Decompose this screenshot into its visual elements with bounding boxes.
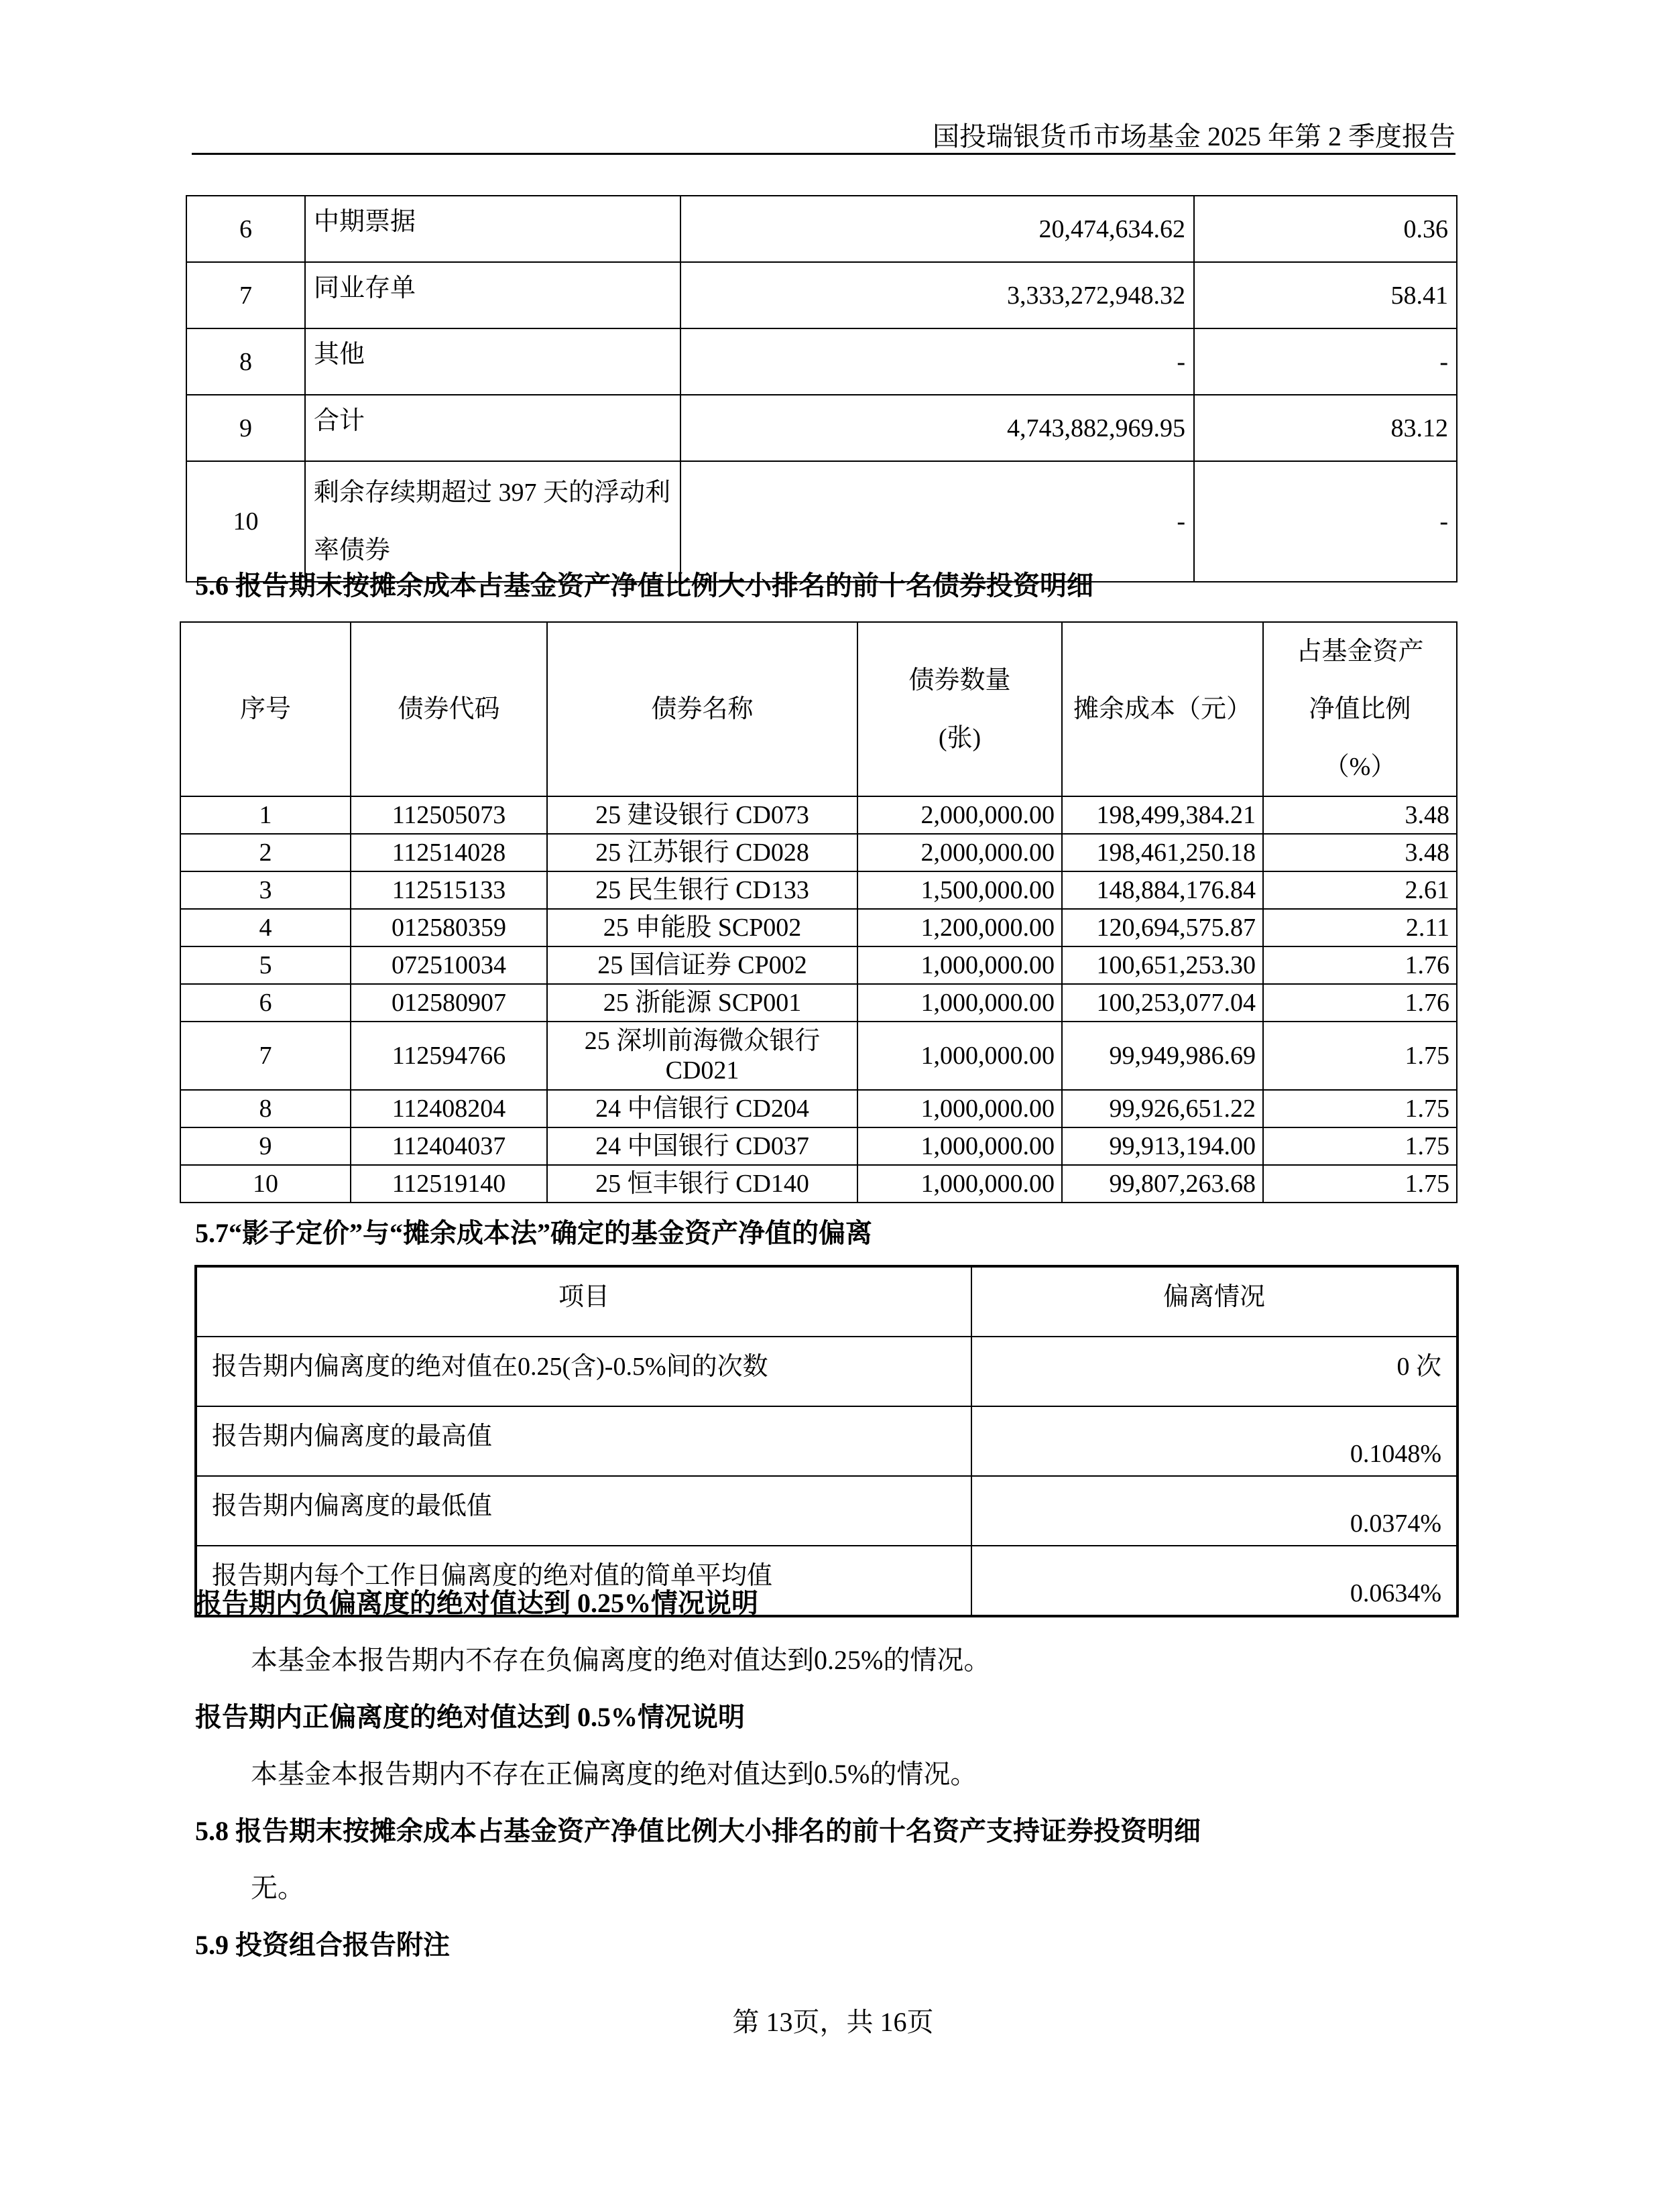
deviation-item: 报告期内偏离度的绝对值在0.25(含)-0.5%间的次数 bbox=[196, 1337, 971, 1406]
fair-value: - bbox=[680, 328, 1194, 395]
row-number: 9 bbox=[186, 395, 305, 461]
section-5-9-title: 5.9 投资组合报告附注 bbox=[195, 1930, 450, 1960]
deviation-value: 0.0374% bbox=[971, 1476, 1457, 1546]
table-row bbox=[180, 871, 1457, 909]
table-row bbox=[180, 1022, 1457, 1090]
bond-code: 072510034 bbox=[351, 946, 547, 984]
row-number: 8 bbox=[186, 328, 305, 395]
bond-name: 25 江苏银行 CD028 bbox=[547, 834, 857, 871]
nav-ratio: 1.75 bbox=[1263, 1022, 1457, 1090]
nav-ratio: 3.48 bbox=[1263, 834, 1457, 871]
deviation-item: 报告期内偏离度的最高值 bbox=[196, 1406, 971, 1476]
header-name: 债券名称 bbox=[547, 622, 857, 796]
nav-ratio: 1.75 bbox=[1263, 1165, 1457, 1203]
header-code: 债券代码 bbox=[351, 622, 547, 796]
bond-name: 25 申能股 SCP002 bbox=[547, 909, 857, 946]
header-ratio-line1: 占基金资产 bbox=[1296, 637, 1424, 666]
table-row bbox=[186, 328, 1457, 395]
bond-rank: 7 bbox=[180, 1022, 351, 1090]
table-row bbox=[196, 1337, 1457, 1406]
row-number: 7 bbox=[186, 262, 305, 328]
amortized-cost: 99,949,986.69 bbox=[1062, 1022, 1263, 1090]
nav-ratio: 1.75 bbox=[1263, 1090, 1457, 1127]
bond-rank: 10 bbox=[180, 1165, 351, 1203]
bond-rank: 6 bbox=[180, 984, 351, 1022]
bond-name: 25 国信证券 CP002 bbox=[547, 946, 857, 984]
nav-ratio: 2.11 bbox=[1263, 909, 1457, 946]
amortized-cost: 100,253,077.04 bbox=[1062, 984, 1263, 1022]
nav-ratio: 0.36 bbox=[1194, 196, 1457, 262]
bond-rank: 3 bbox=[180, 871, 351, 909]
table-row bbox=[180, 1165, 1457, 1203]
amortized-cost: 99,913,194.00 bbox=[1062, 1127, 1263, 1165]
bond-code: 112404037 bbox=[351, 1127, 547, 1165]
table-row bbox=[180, 1127, 1457, 1165]
bond-rank: 1 bbox=[180, 796, 351, 834]
bond-quantity: 1,000,000.00 bbox=[857, 1165, 1062, 1203]
amortized-cost: 148,884,176.84 bbox=[1062, 871, 1263, 909]
negative-deviation-text: 本基金本报告期内不存在负偏离度的绝对值达到0.25%的情况。 bbox=[251, 1645, 991, 1675]
bond-type: 合计 bbox=[305, 395, 680, 461]
page-number: 第 13页，共 16页 bbox=[732, 2007, 934, 2037]
fair-value: 4,743,882,969.95 bbox=[680, 395, 1194, 461]
deviation-item: 报告期内偏离度的最低值 bbox=[196, 1476, 971, 1546]
header-cost: 摊余成本（元） bbox=[1062, 622, 1263, 796]
table-row bbox=[180, 796, 1457, 834]
section-5-8-title: 5.8 报告期末按摊余成本占基金资产净值比例大小排名的前十名资产支持证券投资明细 bbox=[195, 1816, 1201, 1846]
bond-name-line1: 25 深圳前海微众银行 bbox=[584, 1027, 821, 1055]
bond-code: 112515133 bbox=[351, 871, 547, 909]
bond-code: 112594766 bbox=[351, 1022, 547, 1090]
amortized-cost: 198,499,384.21 bbox=[1062, 796, 1263, 834]
amortized-cost: 198,461,250.18 bbox=[1062, 834, 1263, 871]
row-number: 10 bbox=[186, 461, 305, 582]
amortized-cost: 100,651,253.30 bbox=[1062, 946, 1263, 984]
section-5-7-title: 5.7“影子定价”与“摊余成本法”确定的基金资产净值的偏离 bbox=[195, 1218, 872, 1248]
table-row bbox=[180, 1090, 1457, 1127]
negative-deviation-title: 报告期内负偏离度的绝对值达到 0.25%情况说明 bbox=[195, 1588, 758, 1618]
bond-rank: 5 bbox=[180, 946, 351, 984]
bond-code: 112505073 bbox=[351, 796, 547, 834]
nav-ratio: 1.75 bbox=[1263, 1127, 1457, 1165]
bond-quantity: 1,000,000.00 bbox=[857, 1022, 1062, 1090]
header-quantity bbox=[857, 622, 1062, 796]
table-row bbox=[186, 196, 1457, 262]
nav-ratio: 58.41 bbox=[1194, 262, 1457, 328]
bond-rank: 4 bbox=[180, 909, 351, 946]
bond-quantity: 2,000,000.00 bbox=[857, 834, 1062, 871]
bond-code: 112408204 bbox=[351, 1090, 547, 1127]
deviation-value: 0 次 bbox=[971, 1337, 1457, 1406]
bond-name: 25 恒丰银行 CD140 bbox=[547, 1165, 857, 1203]
bond-type: 其他 bbox=[305, 328, 680, 395]
nav-ratio: 83.12 bbox=[1194, 395, 1457, 461]
bond-code: 012580907 bbox=[351, 984, 547, 1022]
bond-type: 同业存单 bbox=[305, 262, 680, 328]
table-row bbox=[186, 395, 1457, 461]
nav-ratio: - bbox=[1194, 328, 1457, 395]
document-header: 国投瑞银货币市场基金 2025 年第 2 季度报告 bbox=[933, 121, 1455, 151]
amortized-cost: 120,694,575.87 bbox=[1062, 909, 1263, 946]
bond-name: 24 中国银行 CD037 bbox=[547, 1127, 857, 1165]
header-ratio bbox=[1263, 622, 1457, 796]
header-ratio-line3: （%） bbox=[1323, 753, 1396, 781]
bond-name: 25 民生银行 CD133 bbox=[547, 871, 857, 909]
header-quantity-line2: (张) bbox=[938, 724, 981, 752]
table-row bbox=[186, 461, 1457, 582]
table-row bbox=[180, 984, 1457, 1022]
amortized-cost: 99,807,263.68 bbox=[1062, 1165, 1263, 1203]
deviation-item: 报告期内每个工作日偏离度的绝对值的简单平均值 bbox=[196, 1546, 971, 1616]
fair-value: 20,474,634.62 bbox=[680, 196, 1194, 262]
nav-ratio: 3.48 bbox=[1263, 796, 1457, 834]
nav-ratio: 1.76 bbox=[1263, 984, 1457, 1022]
table-row bbox=[186, 262, 1457, 328]
bond-rank: 9 bbox=[180, 1127, 351, 1165]
table-header-row bbox=[196, 1266, 1457, 1337]
bond-name bbox=[547, 1022, 857, 1090]
section-5-8-text: 无。 bbox=[251, 1873, 304, 1903]
bond-portfolio-table bbox=[186, 195, 1457, 582]
amortized-cost: 99,926,651.22 bbox=[1062, 1090, 1263, 1127]
bond-quantity: 1,000,000.00 bbox=[857, 1090, 1062, 1127]
header-ratio-line2: 净值比例 bbox=[1309, 695, 1411, 723]
nav-ratio: 1.76 bbox=[1263, 946, 1457, 984]
table-row bbox=[196, 1406, 1457, 1476]
bond-quantity: 1,200,000.00 bbox=[857, 909, 1062, 946]
table-row bbox=[196, 1476, 1457, 1546]
table-row bbox=[180, 909, 1457, 946]
bond-name: 25 浙能源 SCP001 bbox=[547, 984, 857, 1022]
fair-value: - bbox=[680, 461, 1194, 582]
nav-ratio: 2.61 bbox=[1263, 871, 1457, 909]
bond-rank: 2 bbox=[180, 834, 351, 871]
bond-quantity: 1,000,000.00 bbox=[857, 946, 1062, 984]
positive-deviation-title: 报告期内正偏离度的绝对值达到 0.5%情况说明 bbox=[195, 1702, 745, 1732]
positive-deviation-text: 本基金本报告期内不存在正偏离度的绝对值达到0.5%的情况。 bbox=[251, 1759, 977, 1789]
bond-quantity: 1,000,000.00 bbox=[857, 984, 1062, 1022]
table-header-row bbox=[180, 622, 1457, 796]
deviation-value: 0.1048% bbox=[971, 1406, 1457, 1476]
deviation-table bbox=[194, 1265, 1459, 1617]
bond-quantity: 2,000,000.00 bbox=[857, 796, 1062, 834]
table-row bbox=[180, 834, 1457, 871]
bond-quantity: 1,000,000.00 bbox=[857, 1127, 1062, 1165]
bond-type: 剩余存续期超过 397 天的浮动利率债券 bbox=[305, 461, 680, 582]
section-5-6-title: 5.6 报告期末按摊余成本占基金资产净值比例大小排名的前十名债券投资明细 bbox=[195, 570, 1093, 601]
header-item: 项目 bbox=[196, 1266, 971, 1337]
header-no: 序号 bbox=[180, 622, 351, 796]
table-row bbox=[180, 946, 1457, 984]
bond-name-line2: CD021 bbox=[665, 1056, 739, 1085]
header-deviation: 偏离情况 bbox=[971, 1266, 1457, 1337]
bond-type: 中期票据 bbox=[305, 196, 680, 262]
bond-rank: 8 bbox=[180, 1090, 351, 1127]
top-ten-bonds-table bbox=[180, 621, 1457, 1203]
bond-code: 112519140 bbox=[351, 1165, 547, 1203]
header-divider bbox=[192, 153, 1455, 155]
bond-name: 25 建设银行 CD073 bbox=[547, 796, 857, 834]
nav-ratio: - bbox=[1194, 461, 1457, 582]
deviation-value: 0.0634% bbox=[971, 1546, 1457, 1616]
bond-quantity: 1,500,000.00 bbox=[857, 871, 1062, 909]
bond-code: 012580359 bbox=[351, 909, 547, 946]
fair-value: 3,333,272,948.32 bbox=[680, 262, 1194, 328]
bond-name: 24 中信银行 CD204 bbox=[547, 1090, 857, 1127]
header-quantity-line1: 债券数量 bbox=[908, 666, 1011, 694]
bond-code: 112514028 bbox=[351, 834, 547, 871]
row-number: 6 bbox=[186, 196, 305, 262]
